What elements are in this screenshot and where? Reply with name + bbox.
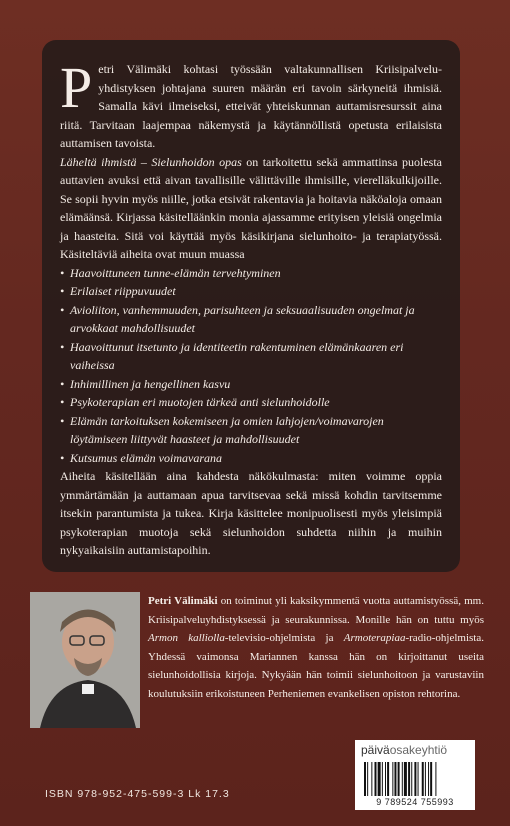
bio-text: -televisio-ohjelmista ja [224,632,344,644]
radio-show-title: Armoterapiaa [343,632,406,644]
intro-paragraph [60,55,442,153]
description-panel [42,40,460,572]
topic-item: • Haavoittuneen tunne-elämän tervehtyminen [60,264,442,283]
topics-list [60,264,442,468]
author-section [30,592,484,732]
barcode-icon [363,762,467,796]
drop-cap: P [60,55,93,120]
tv-show-title: Armon kalliolla [148,632,225,644]
bio-text: -radio-ohjelmista. Yhdessä vaimonsa Mariannen kanssa hän on kirjoittanut useita sielunhoidollisia kirjoja. Nykyään hän toimii sielunhoitoon ja varustaviin koulutuksiin erikoistuneen Perheniemen evankelisen opiston rehtorina. [148,632,484,700]
book-paragraph-text: on tarkoitettu sekä ammattinsa puolesta auttavien avuksi että aivan tavallisille välittäville ihmisille, vierelläkulkijoille. Se sopii hyvin myös niille, jotka etsivät rakentavia ja hoitavia näköaloja omaan elämäänsä. Kirjassa käsitelläänkin monia ajassamme erityisen yleisiä ongelmia ja haasteita. Sitä voi käyttää myös käsikirjana sielunhoito- ja terapiatyössä. Käsiteltäviä aiheita ovat muun muassa [60,154,442,261]
topic-item: • Inhimillinen ja hengellinen kasvu [60,375,442,394]
barcode-digits: 9 789524 755993 [376,797,454,807]
author-bio [148,592,484,703]
author-name: Petri Välimäki [148,595,218,607]
closing-paragraph: Aiheita käsitellään aina kahdesta näkökulmasta: miten voimme oppia ymmärtämään ja auttamaan apua tarvitsevaa sekä missä kohdin tarvitsemme itsekin parantumista ja tukea. Kirja käsittelee monipuolisesti myös yleisimpiä psykoterapian muotoja sekä sielunhoidon suhdetta niihin ja muihin nykyaikaisiin auttamistapoihin. [60,469,442,557]
topic-item: • Avioliiton, vanhemmuuden, parisuhteen ja seksuaalisuuden ongelmat ja arvokkaat mahdollisuudet [60,301,442,338]
topic-item: • Haavoittunut itsetunto ja identiteetin rakentuminen elämänkaaren eri vaiheissa [60,338,442,375]
topic-item: • Elämän tarkoituksen kokemiseen ja omien lahjojen/voimavarojen löytämiseen liittyvät haasteet ja mahdollisuudet [60,412,442,449]
topic-item: • Psykoterapian eri muotojen tärkeä anti sielunhoidolle [60,393,442,412]
publisher-logo [361,743,447,757]
intro-text: etri Välimäki kohtasi työssään valtakunnallisen Kriisipalvelu-yhdistyksen johtajana suuren määrän eri tavoin särkyneitä ihmisiä. Samalla kävi ilmeiseksi, etteivät yhteiskunnan auttamisresurssit aina riitä. Tarvitaan laajempaa näkemystä ja käytännöllistä opetusta erilaisista auttamisen tavoista. [60,62,442,150]
author-portrait-icon [30,592,140,728]
isbn-line: ISBN 978-952-475-599-3 Lk 17.3 [45,788,230,800]
book-paragraph [60,153,442,264]
topic-item: • Erilaiset riippuvuudet [60,282,442,301]
publisher-logo-suffix: osakeyhtiö [389,743,448,757]
book-title: Läheltä ihmistä – Sielunhoidon opas [60,154,242,169]
publisher-logo-main: päivä [361,743,390,757]
author-photo [30,592,140,728]
topic-item: • Kutsumus elämän voimavarana [60,449,442,468]
bio-text: on toiminut yli kaksikymmentä vuotta auttamistyössä, mm. Kriisipalveluyhdistyksessä ja seurakunnissa. Monille hän on tuttu myös [148,595,484,626]
publisher-barcode-box [355,740,475,810]
